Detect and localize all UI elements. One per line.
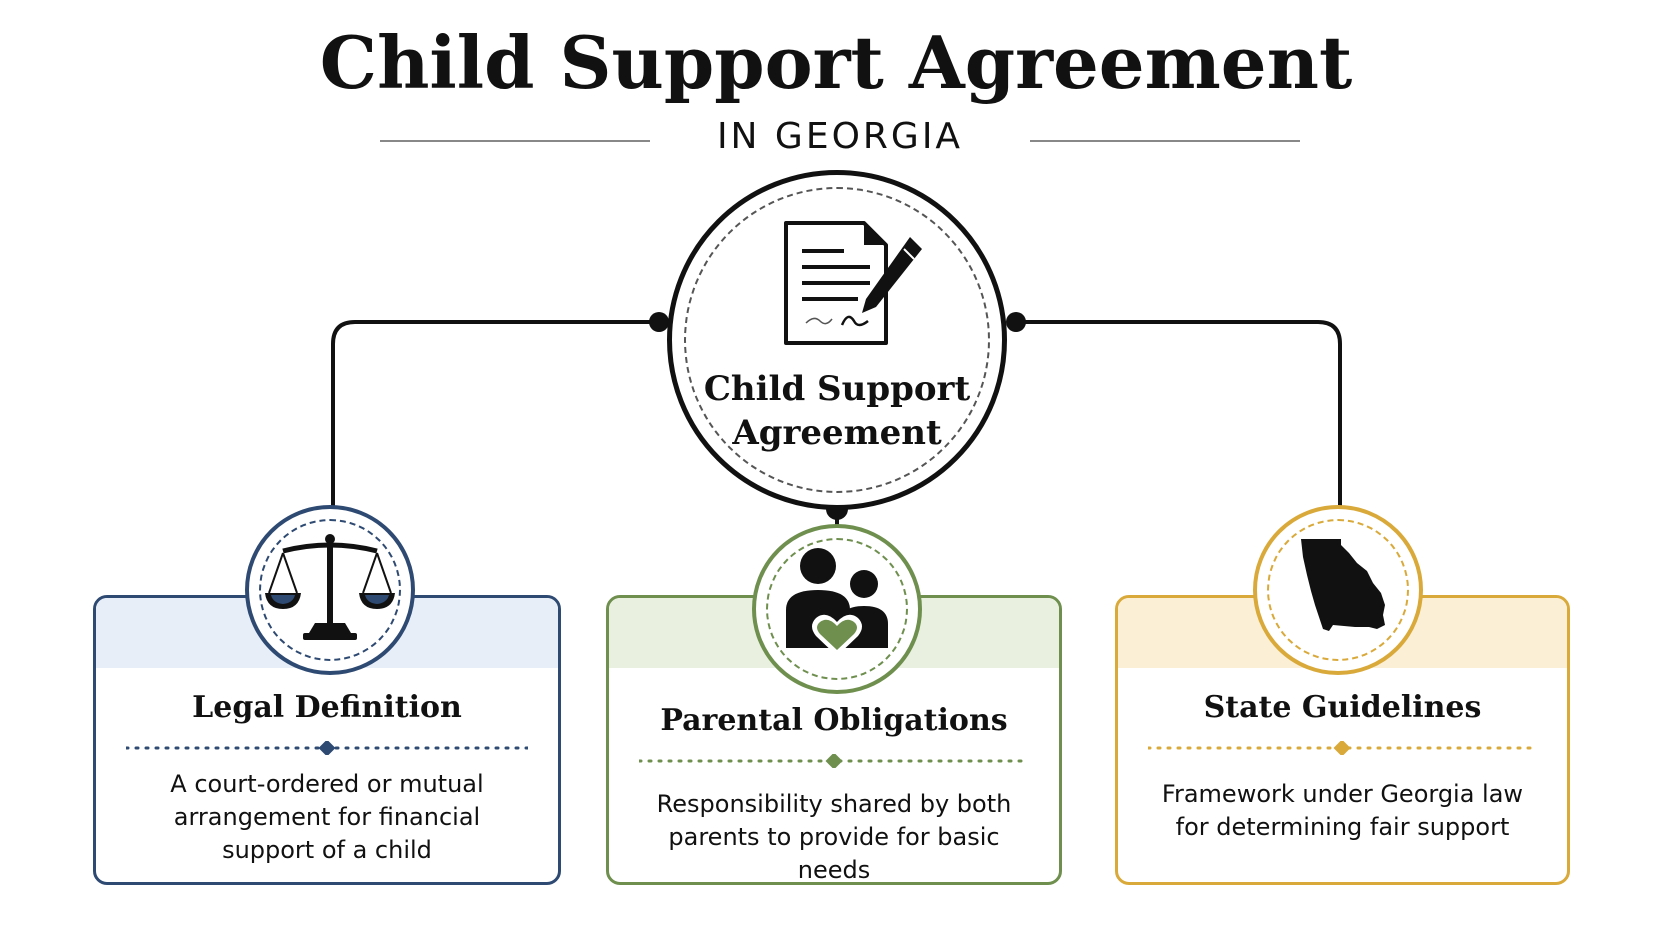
- page-subtitle: IN GEORGIA: [716, 116, 964, 157]
- connector-node-right: [1006, 312, 1026, 332]
- card-description-line: support of a child: [222, 836, 432, 864]
- badge-legal-definition: [245, 505, 415, 675]
- card-description-line: Responsibility shared by both: [656, 790, 1012, 818]
- document-pen-icon: [772, 215, 932, 355]
- card-description: [1138, 778, 1547, 844]
- scales-of-justice-icon: [249, 509, 411, 671]
- page-title: Child Support Agreement: [319, 20, 1353, 105]
- connector-left: [333, 322, 657, 540]
- card-description: [629, 788, 1039, 885]
- hub-label-line: Child Support: [703, 369, 971, 409]
- hub-label-line: Agreement: [732, 413, 942, 453]
- dotted-divider: [126, 741, 528, 755]
- dotted-divider: [639, 754, 1029, 768]
- dotted-divider: [1148, 741, 1537, 755]
- connector-node-left: [649, 312, 669, 332]
- card-description-line: A court-ordered or mutual: [170, 770, 484, 798]
- hub-circle: [667, 170, 1007, 510]
- card-description: [116, 768, 538, 867]
- card-description-line: parents to provide for basic needs: [668, 823, 1000, 884]
- card-title: State Guidelines: [1203, 690, 1482, 725]
- card-title: Legal Definition: [192, 690, 462, 725]
- family-heart-icon: [756, 528, 918, 690]
- card-description-line: for determining fair support: [1175, 813, 1510, 841]
- badge-parental-obligations: [752, 524, 922, 694]
- georgia-state-map-icon: [1257, 509, 1419, 671]
- card-description-line: arrangement for financial: [173, 803, 481, 831]
- badge-state-guidelines: [1253, 505, 1423, 675]
- card-description-line: Framework under Georgia law: [1161, 780, 1524, 808]
- hub-label: [672, 367, 1002, 455]
- connector-right: [1017, 322, 1340, 520]
- card-title: Parental Obligations: [660, 703, 1008, 738]
